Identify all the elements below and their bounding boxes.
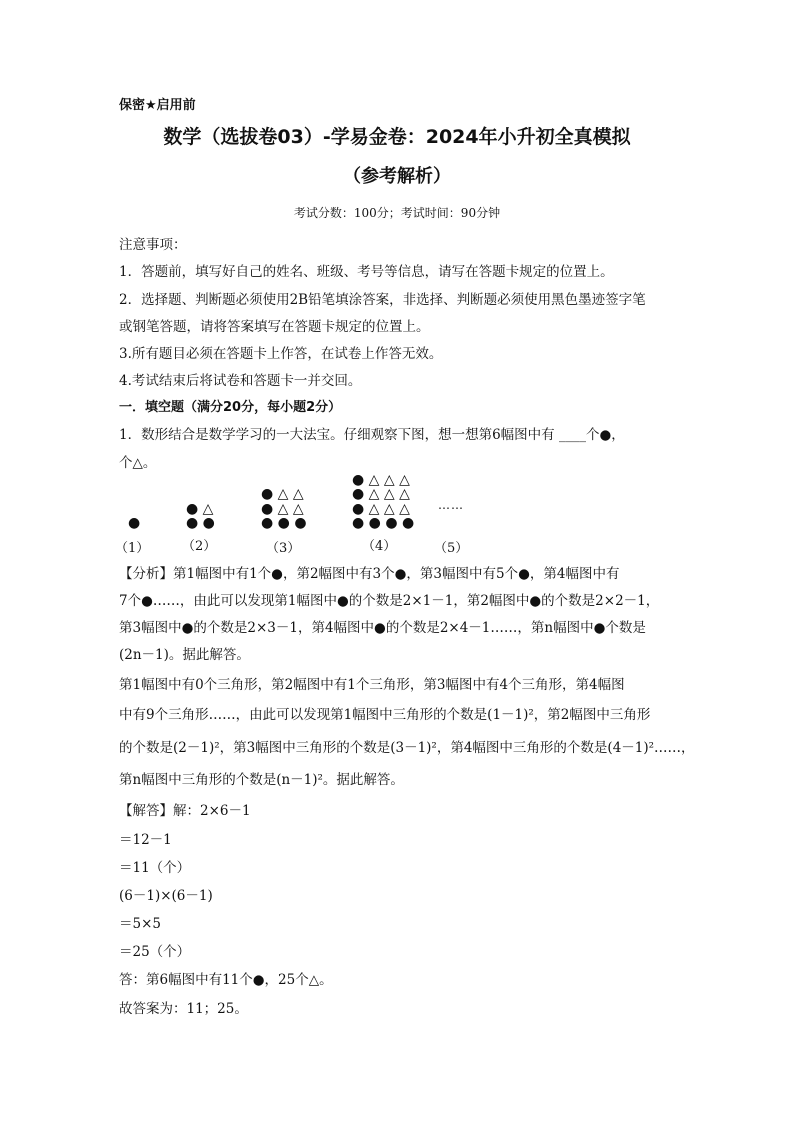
figure-label: （5） xyxy=(434,541,469,556)
figure-1-row: ● xyxy=(128,515,141,531)
analysis-line: 7个●……，由此可以发现第1幅图中●的个数是2×1－1，第2幅图中●的个数是2×2－1， xyxy=(119,593,660,609)
figure-label: （3） xyxy=(266,541,301,556)
analysis-line: 的个数是(2－1)²，第3幅图中三角形的个数是(3－1)²，第4幅图中三角形的个数是(4－1)²……， xyxy=(119,740,695,756)
analysis-line: 【分析】第1幅图中有1个●，第2幅图中有3个●，第3幅图中有5个●，第4幅图中有 xyxy=(119,566,620,582)
solution-line: (6－1)×(6－1) xyxy=(119,888,213,904)
final-answer-line: 故答案为：11；25。 xyxy=(119,1001,248,1017)
question-text-cont: 个△。 xyxy=(119,455,157,471)
figure-label: （1） xyxy=(115,541,150,556)
figure-2-row: ● ● xyxy=(186,515,215,531)
exam-info: 考试分数：100分；考试时间：90分钟 xyxy=(293,206,501,220)
solution-line: ＝12－1 xyxy=(119,832,172,848)
analysis-line: (2n－1)。据此解答。 xyxy=(119,647,250,663)
note-item: 或钢笔答题，请将答案填写在答题卡规定的位置上。 xyxy=(119,319,430,335)
section-heading: 一．填空题（满分20分，每小题2分） xyxy=(119,400,342,415)
note-item: 1．答题前，填写好自己的姓名、班级、考号等信息，请写在答题卡规定的位置上。 xyxy=(119,264,614,280)
figure-3-row: ● △ △ xyxy=(261,486,304,502)
analysis-line: 第1幅图中有0个三角形，第2幅图中有1个三角形，第3幅图中有4个三角形，第4幅图 xyxy=(119,677,625,693)
figure-4-row: ● ● ● ● xyxy=(352,515,415,531)
question-text: 1．数形结合是数学学习的一大法宝。仔细观察下图，想一想第6幅图中有 ____个●， xyxy=(119,427,625,443)
figure-label: （2） xyxy=(182,539,217,554)
solution-line: ＝5×5 xyxy=(119,916,161,932)
analysis-line: 第3幅图中●的个数是2×3－1，第4幅图中●的个数是2×4－1……，第n幅图中●个数是 xyxy=(119,620,646,636)
analysis-line: 第n幅图中三角形的个数是(n－1)²。据此解答。 xyxy=(119,772,404,788)
figure-label: （4） xyxy=(362,539,397,554)
figure-2-row: ● △ xyxy=(186,501,214,517)
solution-line: ＝25（个） xyxy=(119,944,191,960)
analysis-line: 中有9个三角形……，由此可以发现第1幅图中三角形的个数是(1－1)²，第2幅图中三角形 xyxy=(119,707,651,723)
figure-4-row: ● △ △ △ xyxy=(352,486,410,502)
notes-heading: 注意事项： xyxy=(119,237,187,253)
figure-5-ellipsis: …… xyxy=(438,498,464,512)
document-title: 数学（选拔卷03）-学易金卷：2024年小升初全真模拟 xyxy=(163,126,631,148)
document-subtitle: （参考解析） xyxy=(343,166,451,187)
note-item: 2．选择题、判断题必须使用2B铅笔填涂答案，非选择、判断题必须使用黑色墨迹签字笔 xyxy=(119,292,646,308)
figure-4-row: ● △ △ △ xyxy=(352,501,410,517)
answer-line: 答：第6幅图中有11个●，25个△。 xyxy=(119,972,333,988)
figure-3-row: ● ● ● xyxy=(261,515,307,531)
confidential-mark: 保密★启用前 xyxy=(119,98,196,113)
solution-line: 【解答】解：2×6－1 xyxy=(119,803,251,819)
figure-4-row: ● △ △ △ xyxy=(352,472,410,488)
note-item: 4.考试结束后将试卷和答题卡一并交回。 xyxy=(119,373,362,389)
figure-3-row: ● △ △ xyxy=(261,501,304,517)
note-item: 3.所有题目必须在答题卡上作答，在试卷上作答无效。 xyxy=(119,346,443,362)
solution-line: ＝11（个） xyxy=(119,860,191,876)
